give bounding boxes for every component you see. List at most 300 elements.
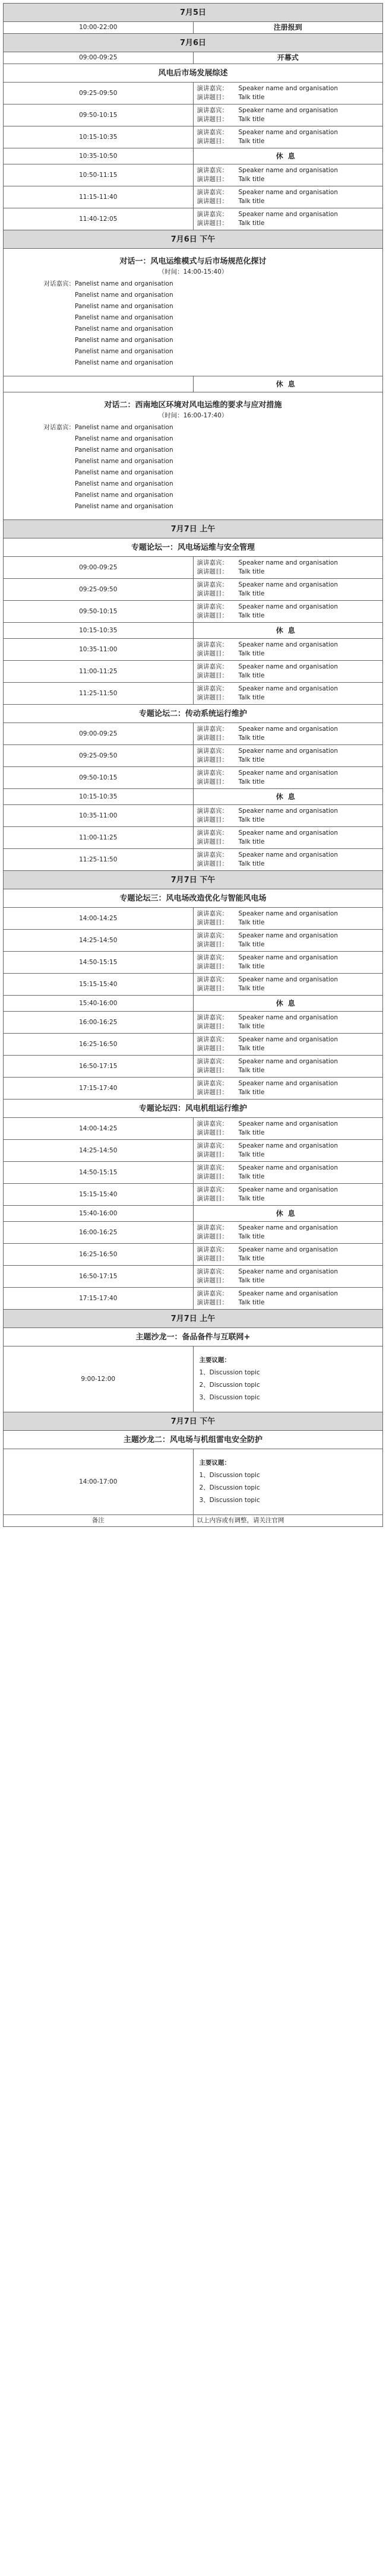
speaker-line — [197, 1079, 379, 1088]
break-label: 休息 — [193, 376, 383, 392]
session-title: 专题论坛四：风电机组运行维护 — [4, 1100, 383, 1118]
time-cell: 11:15-11:40 — [4, 186, 194, 208]
line-role: 演讲嘉宾： — [197, 189, 228, 196]
line-role: 演讲题目： — [197, 650, 228, 657]
break-label: 休息 — [193, 148, 383, 164]
topic-line — [197, 1022, 379, 1031]
line-role: 演讲嘉宾： — [197, 1120, 228, 1127]
event-label: 注册报到 — [193, 22, 383, 34]
speaker-line — [197, 1120, 379, 1129]
panelist-name: Panelist name and organisation — [75, 435, 173, 442]
speaker-line — [197, 603, 379, 611]
topic-line — [197, 1298, 379, 1307]
speaker-line — [197, 663, 379, 671]
topic-line — [197, 1173, 379, 1181]
line-role: 演讲嘉宾： — [197, 107, 228, 114]
line-role: 演讲题目： — [197, 1129, 228, 1136]
talk-topic: Talk title — [238, 590, 265, 597]
line-role: 演讲题目： — [197, 138, 228, 145]
topic-line — [197, 940, 379, 949]
panelist-role — [10, 347, 75, 356]
talk-row — [4, 1244, 383, 1266]
speaker-line — [197, 1289, 379, 1298]
day-label: 7月7日 上午 — [4, 520, 383, 538]
panelist-role — [10, 336, 75, 345]
time-cell: 09:25-09:50 — [4, 83, 194, 104]
speaker-name: Speaker name and organisation — [238, 1120, 338, 1127]
topic-item: 1、Discussion topic — [199, 1369, 260, 1376]
talk-row — [4, 1034, 383, 1056]
panelist-name: Panelist name and organisation — [75, 291, 173, 299]
topic-line — [197, 1151, 379, 1159]
talk-topic: Talk title — [238, 838, 265, 845]
line-role: 演讲嘉宾： — [197, 603, 228, 610]
talk-topic: Talk title — [238, 116, 265, 123]
talk-details — [193, 164, 383, 186]
panelist-name: Panelist name and organisation — [75, 359, 173, 366]
speaker-line — [197, 210, 379, 219]
time-cell: 10:35-11:00 — [4, 639, 194, 661]
line-role: 演讲嘉宾： — [197, 1246, 228, 1253]
talk-details — [193, 1056, 383, 1078]
time-cell: 17:15-17:40 — [4, 1288, 194, 1310]
talk-details — [193, 930, 383, 952]
day-header — [4, 230, 383, 249]
time-cell: 11:40-12:05 — [4, 208, 194, 230]
line-role: 演讲嘉宾： — [197, 1036, 228, 1043]
line-role: 演讲嘉宾： — [197, 167, 228, 174]
talk-details — [193, 767, 383, 789]
break-row — [4, 1206, 383, 1222]
talk-details — [193, 683, 383, 705]
speaker-line — [197, 1142, 379, 1151]
time-cell: 09:00-09:25 — [4, 723, 194, 745]
line-role: 演讲题目： — [197, 590, 228, 597]
line-role: 演讲题目： — [197, 756, 228, 763]
line-role: 演讲嘉宾： — [197, 641, 228, 648]
session-title-row — [4, 1328, 383, 1346]
talk-row — [4, 1118, 383, 1140]
session-title-row — [4, 1431, 383, 1449]
day-label: 7月6日 下午 — [4, 230, 383, 249]
topic-item: 2、Discussion topic — [199, 1382, 260, 1389]
time-cell: 09:00-09:25 — [4, 52, 194, 64]
line-role: 演讲嘉宾： — [197, 1290, 228, 1297]
talk-topic: Talk title — [238, 1173, 265, 1180]
time-cell: 09:25-09:50 — [4, 579, 194, 601]
talk-details — [193, 1012, 383, 1034]
talk-topic: Talk title — [238, 1151, 265, 1158]
panelist-name: Panelist name and organisation — [75, 303, 173, 310]
panelist-name: Panelist name and organisation — [75, 348, 173, 355]
topic-line — [197, 93, 379, 102]
speaker-line — [197, 747, 379, 756]
talk-topic: Talk title — [238, 985, 265, 992]
time-cell: 11:25-11:50 — [4, 683, 194, 705]
line-role: 演讲嘉宾： — [197, 807, 228, 815]
talk-details — [193, 1288, 383, 1310]
line-role: 演讲题目： — [197, 1045, 228, 1052]
line-role: 演讲题目： — [197, 778, 228, 785]
time-cell: 11:00-11:25 — [4, 661, 194, 683]
talk-details — [193, 1118, 383, 1140]
topic-line — [197, 219, 379, 228]
talk-topic: Talk title — [238, 694, 265, 701]
speaker-line — [197, 166, 379, 175]
speaker-line — [197, 128, 379, 137]
line-role: 演讲嘉宾： — [197, 1186, 228, 1193]
time-cell: 09:50-10:15 — [4, 601, 194, 623]
topic-line — [197, 918, 379, 927]
talk-details — [193, 83, 383, 104]
topic-line — [197, 1044, 379, 1053]
talk-row — [4, 1288, 383, 1310]
talk-row — [4, 952, 383, 974]
day-label: 7月7日 下午 — [4, 871, 383, 889]
line-role: 演讲题目： — [197, 838, 228, 845]
panelist-role — [10, 435, 75, 443]
topic-line — [197, 1276, 379, 1285]
talk-topic: Talk title — [238, 1195, 265, 1202]
talk-details — [193, 1034, 383, 1056]
agenda-page — [3, 3, 383, 1527]
talk-row — [4, 1222, 383, 1244]
topic-line — [197, 778, 379, 787]
speaker-name: Speaker name and organisation — [238, 1290, 338, 1297]
topic-line — [197, 1129, 379, 1138]
panelist-role: 对话嘉宾： — [43, 424, 75, 431]
line-role: 演讲题目： — [197, 860, 228, 867]
panel-time: （时间：14:00-15:40） — [158, 268, 228, 275]
line-role: 演讲嘉宾： — [197, 851, 228, 858]
talk-details — [193, 661, 383, 683]
speaker-line — [197, 1186, 379, 1194]
line-role: 演讲嘉宾： — [197, 725, 228, 733]
salon-row — [4, 1449, 383, 1515]
talk-row — [4, 849, 383, 871]
topic-line — [197, 590, 379, 598]
talk-row — [4, 126, 383, 148]
time-cell: 9:00-12:00 — [4, 1346, 194, 1412]
speaker-name: Speaker name and organisation — [238, 663, 338, 670]
talk-details — [193, 745, 383, 767]
time-cell: 16:00-16:25 — [4, 1012, 194, 1034]
day-header — [4, 1310, 383, 1328]
talk-row — [4, 723, 383, 745]
day-label: 7月5日 — [4, 4, 383, 22]
talk-row — [4, 745, 383, 767]
line-role: 演讲题目： — [197, 919, 228, 926]
day-label: 7月7日 上午 — [4, 1310, 383, 1328]
time-cell: 11:00-11:25 — [4, 827, 194, 849]
topics-heading: 主要议题： — [199, 1357, 230, 1364]
topic-line — [197, 962, 379, 971]
time-cell: 10:50-11:15 — [4, 164, 194, 186]
speaker-name: Speaker name and organisation — [238, 559, 338, 566]
speaker-name: Speaker name and organisation — [238, 1080, 338, 1087]
speaker-line — [197, 851, 379, 860]
speaker-line — [197, 84, 379, 93]
speaker-line — [197, 106, 379, 115]
day-header — [4, 520, 383, 538]
speaker-line — [197, 685, 379, 693]
panelist-name: Panelist name and organisation — [75, 503, 173, 510]
panelist-role — [10, 302, 75, 311]
talk-row — [4, 208, 383, 230]
talk-details — [193, 1222, 383, 1244]
speaker-name: Speaker name and organisation — [238, 1058, 338, 1065]
time-cell: 15:40-16:00 — [4, 996, 194, 1012]
line-role: 演讲题目： — [197, 1089, 228, 1096]
speaker-name: Speaker name and organisation — [238, 807, 338, 815]
topic-line — [197, 175, 379, 184]
topic-item: 1、Discussion topic — [199, 1472, 260, 1479]
time-cell: 14:00-14:25 — [4, 908, 194, 930]
time-cell: 14:00-17:00 — [4, 1449, 194, 1515]
talk-row — [4, 83, 383, 104]
line-role: 演讲题目： — [197, 672, 228, 679]
day-label: 7月7日 下午 — [4, 1412, 383, 1431]
talk-details — [193, 601, 383, 623]
talk-details — [193, 908, 383, 930]
session-title: 专题论坛二：传动系统运行维护 — [4, 705, 383, 723]
panelist-name: Panelist name and organisation — [75, 424, 173, 431]
talk-topic: Talk title — [238, 612, 265, 619]
time-cell: 14:50-15:15 — [4, 952, 194, 974]
session-title-row — [4, 64, 383, 83]
talk-details — [193, 1244, 383, 1266]
time-cell: 10:35-11:00 — [4, 805, 194, 827]
speaker-name: Speaker name and organisation — [238, 167, 338, 174]
speaker-line — [197, 910, 379, 918]
talk-topic: Talk title — [238, 816, 265, 823]
panelist-role — [10, 325, 75, 334]
line-role: 演讲题目： — [197, 220, 228, 227]
talk-topic: Talk title — [238, 1129, 265, 1136]
speaker-name: Speaker name and organisation — [238, 211, 338, 218]
line-role: 演讲题目： — [197, 1067, 228, 1074]
line-role: 演讲嘉宾： — [197, 85, 228, 92]
time-cell: 09:50-10:15 — [4, 104, 194, 126]
talk-details — [193, 723, 383, 745]
line-role: 演讲题目： — [197, 1299, 228, 1306]
talk-details — [193, 1140, 383, 1162]
session-title: 主题沙龙一：备品备件与互联网+ — [4, 1328, 383, 1346]
talk-row — [4, 1162, 383, 1184]
talk-row — [4, 557, 383, 579]
line-role: 演讲嘉宾： — [197, 769, 228, 777]
line-role: 演讲嘉宾： — [197, 685, 228, 692]
talk-topic: Talk title — [238, 1277, 265, 1284]
salon-row — [4, 1346, 383, 1412]
topic-line — [197, 860, 379, 869]
panelist-role — [10, 491, 75, 500]
line-role: 演讲嘉宾： — [197, 954, 228, 961]
topic-line — [197, 649, 379, 658]
talk-details — [193, 208, 383, 230]
day-header — [4, 34, 383, 52]
agenda-row — [4, 52, 383, 64]
line-role: 演讲嘉宾： — [197, 976, 228, 983]
time-cell: 14:25-14:50 — [4, 1140, 194, 1162]
panelist-name: Panelist name and organisation — [75, 337, 173, 344]
speaker-line — [197, 1164, 379, 1173]
break-label: 休息 — [193, 1206, 383, 1222]
time-cell: 16:25-16:50 — [4, 1244, 194, 1266]
speaker-name: Speaker name and organisation — [238, 851, 338, 858]
speaker-line — [197, 829, 379, 838]
talk-topic: Talk title — [238, 963, 265, 970]
talk-topic: Talk title — [238, 734, 265, 742]
topic-item: 2、Discussion topic — [199, 1484, 260, 1491]
time-cell: 14:00-14:25 — [4, 1118, 194, 1140]
speaker-line — [197, 931, 379, 940]
panelist-list — [10, 423, 376, 511]
talk-details — [193, 952, 383, 974]
topic-line — [197, 693, 379, 702]
topic-line — [197, 611, 379, 620]
talk-details — [193, 849, 383, 871]
speaker-line — [197, 725, 379, 734]
break-label: 休息 — [193, 996, 383, 1012]
speaker-line — [197, 581, 379, 590]
time-cell: 10:35-10:50 — [4, 148, 194, 164]
talk-row — [4, 908, 383, 930]
speaker-line — [197, 807, 379, 816]
talk-topic: Talk title — [238, 568, 265, 575]
talk-topic: Talk title — [238, 94, 265, 101]
time-cell: 10:15-10:35 — [4, 126, 194, 148]
time-cell: 10:15-10:35 — [4, 623, 194, 639]
line-role: 演讲题目： — [197, 1233, 228, 1240]
line-role: 演讲题目： — [197, 694, 228, 701]
panelist-role — [10, 502, 75, 511]
panelist-name: Panelist name and organisation — [75, 480, 173, 487]
talk-row — [4, 579, 383, 601]
panelist-role: 对话嘉宾： — [43, 280, 75, 287]
topic-line — [197, 137, 379, 146]
speaker-line — [197, 188, 379, 197]
speaker-name: Speaker name and organisation — [238, 932, 338, 939]
line-role: 演讲题目： — [197, 176, 228, 183]
talk-details — [193, 1078, 383, 1100]
talk-topic: Talk title — [238, 198, 265, 205]
talk-row — [4, 683, 383, 705]
talk-details — [193, 827, 383, 849]
panelist-role — [10, 480, 75, 489]
speaker-name: Speaker name and organisation — [238, 976, 338, 983]
talk-row — [4, 1140, 383, 1162]
note-text: 以上内容或有调整，请关注官网 — [193, 1515, 383, 1527]
talk-details — [193, 557, 383, 579]
topic-line — [197, 1254, 379, 1263]
speaker-name: Speaker name and organisation — [238, 581, 338, 588]
line-role: 演讲题目： — [197, 941, 228, 948]
salon-topics — [193, 1346, 383, 1412]
topics-heading: 主要议题： — [199, 1459, 230, 1466]
talk-details — [193, 1184, 383, 1206]
talk-topic: Talk title — [238, 860, 265, 867]
speaker-name: Speaker name and organisation — [238, 725, 338, 733]
speaker-line — [197, 641, 379, 649]
speaker-line — [197, 769, 379, 778]
line-role: 演讲题目： — [197, 734, 228, 742]
speaker-name: Speaker name and organisation — [238, 769, 338, 777]
speaker-name: Speaker name and organisation — [238, 603, 338, 610]
topic-line — [197, 838, 379, 847]
talk-topic: Talk title — [238, 1233, 265, 1240]
line-role: 演讲嘉宾： — [197, 559, 228, 566]
talk-row — [4, 1056, 383, 1078]
topic-line — [197, 115, 379, 124]
talk-row — [4, 805, 383, 827]
talk-details — [193, 974, 383, 996]
topic-line — [197, 671, 379, 680]
talk-topic: Talk title — [238, 756, 265, 763]
time-cell: 14:50-15:15 — [4, 1162, 194, 1184]
line-role: 演讲嘉宾： — [197, 829, 228, 837]
topic-line — [197, 197, 379, 206]
speaker-name: Speaker name and organisation — [238, 1186, 338, 1193]
talk-row — [4, 974, 383, 996]
talk-row — [4, 164, 383, 186]
line-role: 演讲题目： — [197, 1173, 228, 1180]
line-role: 演讲嘉宾： — [197, 129, 228, 136]
topic-line — [197, 568, 379, 576]
speaker-name: Speaker name and organisation — [238, 910, 338, 917]
panel-time: （时间：16:00-17:40） — [158, 412, 228, 419]
day-header — [4, 4, 383, 22]
talk-topic: Talk title — [238, 1299, 265, 1306]
line-role: 演讲题目： — [197, 568, 228, 575]
line-role: 演讲题目： — [197, 94, 228, 101]
time-cell — [4, 376, 194, 392]
talk-row — [4, 186, 383, 208]
line-role: 演讲题目： — [197, 1255, 228, 1262]
line-role: 演讲题目： — [197, 816, 228, 823]
agenda-body — [4, 4, 383, 1527]
panelist-role — [10, 359, 75, 367]
talk-details — [193, 126, 383, 148]
time-cell: 15:15-15:40 — [4, 974, 194, 996]
speaker-name: Speaker name and organisation — [238, 1014, 338, 1021]
break-row — [4, 623, 383, 639]
line-role: 演讲嘉宾： — [197, 1014, 228, 1021]
speaker-name: Speaker name and organisation — [238, 1164, 338, 1171]
talk-topic: Talk title — [238, 1023, 265, 1030]
topic-item: 3、Discussion topic — [199, 1394, 260, 1401]
talk-row — [4, 930, 383, 952]
line-role: 演讲题目： — [197, 198, 228, 205]
line-role: 演讲嘉宾： — [197, 1224, 228, 1231]
time-cell: 09:50-10:15 — [4, 767, 194, 789]
panelist-role — [10, 291, 75, 300]
talk-details — [193, 104, 383, 126]
event-label: 开幕式 — [193, 52, 383, 64]
panelist-list — [10, 280, 376, 367]
session-title-row — [4, 1100, 383, 1118]
day-header — [4, 871, 383, 889]
topic-line — [197, 756, 379, 765]
talk-topic: Talk title — [238, 1067, 265, 1074]
session-title: 专题论坛一：风电场运维与安全管理 — [4, 538, 383, 557]
panelist-role — [10, 313, 75, 322]
line-role: 演讲嘉宾： — [197, 932, 228, 939]
line-role: 演讲嘉宾： — [197, 1080, 228, 1087]
panel-row — [4, 392, 383, 520]
speaker-name: Speaker name and organisation — [238, 747, 338, 755]
speaker-name: Speaker name and organisation — [238, 1224, 338, 1231]
